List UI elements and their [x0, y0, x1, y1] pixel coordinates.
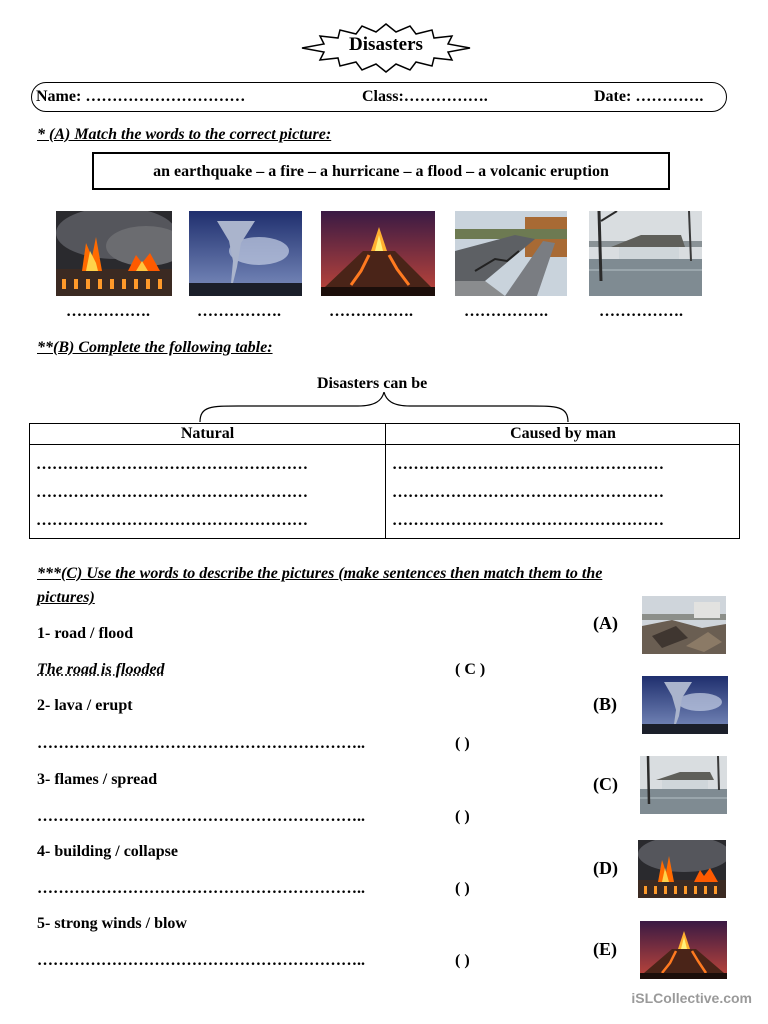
table-cell[interactable]: …………………………………………… [36, 484, 308, 501]
option-d-label: (D) [593, 858, 618, 878]
section-c-heading-line1: ***(C) Use the words to describe the pictures (make sentences then match them to the [37, 565, 603, 582]
picture-4-blank[interactable]: ……………. [464, 303, 548, 320]
title-starburst [300, 22, 472, 74]
table-cell[interactable]: …………………………………………… [392, 456, 664, 473]
question-3-answer[interactable]: …………………………………………………….. [37, 808, 365, 825]
section-c-heading-line2: pictures) [37, 589, 95, 606]
question-2-prompt: 2- lava / erupt [37, 697, 133, 714]
building-fire-photo [56, 211, 172, 296]
tornado-photo [189, 211, 302, 296]
date-field[interactable]: Date: …………. [594, 88, 704, 105]
word-list-box [92, 152, 670, 190]
picture-3-blank[interactable]: ……………. [329, 303, 413, 320]
question-1-match[interactable]: ( C ) [455, 661, 486, 678]
column-header-caused-by-man: Caused by man [510, 425, 616, 442]
name-class-date-bar [31, 82, 727, 112]
table-cell[interactable]: …………………………………………… [392, 484, 664, 501]
flooded-house-photo [640, 756, 727, 814]
question-4-answer[interactable]: …………………………………………………….. [37, 880, 365, 897]
curly-brace-icon [198, 392, 570, 424]
question-1-answer[interactable]: The road is flooded [37, 661, 165, 678]
question-5-prompt: 5- strong winds / blow [37, 915, 187, 932]
question-4-match[interactable]: ( ) [455, 880, 470, 897]
question-2-answer[interactable]: …………………………………………………….. [37, 735, 365, 752]
watermark-footer: iSLCollective.com [631, 990, 752, 1006]
question-3-prompt: 3- flames / spread [37, 771, 158, 788]
question-5-answer[interactable]: …………………………………………………….. [37, 952, 365, 969]
question-5-match[interactable]: ( ) [455, 952, 470, 969]
option-b-label: (B) [593, 694, 617, 714]
flooded-house-photo [589, 211, 702, 296]
question-4-prompt: 4- building / collapse [37, 843, 178, 860]
building-fire-photo [638, 840, 726, 898]
question-2-match[interactable]: ( ) [455, 735, 470, 752]
picture-1-blank[interactable]: ……………. [66, 303, 150, 320]
picture-5-blank[interactable]: ……………. [599, 303, 683, 320]
section-b-heading: **(B) Complete the following table: [37, 339, 273, 356]
table-cell[interactable]: …………………………………………… [392, 512, 664, 529]
question-1-prompt: 1- road / flood [37, 625, 134, 642]
table-cell[interactable]: …………………………………………… [36, 512, 308, 529]
option-c-label: (C) [593, 774, 618, 794]
volcano-photo [640, 921, 727, 979]
natural-vs-man-table [29, 423, 740, 539]
option-a-label: (A) [593, 613, 618, 633]
volcano-photo [321, 211, 435, 296]
earthquake-debris-photo [642, 596, 726, 654]
tornado-photo [642, 676, 728, 734]
brace-label: Disasters can be [317, 375, 428, 392]
word-list: an earthquake – a fire – a hurricane – a flood – a volcanic eruption [153, 163, 609, 180]
section-a-heading: * (A) Match the words to the correct picture: [37, 126, 332, 143]
table-cell[interactable]: …………………………………………… [36, 456, 308, 473]
option-e-label: (E) [593, 939, 617, 959]
name-field[interactable]: Name: ………………………… [36, 88, 246, 105]
class-field[interactable]: Class:……………. [362, 88, 488, 105]
page-title: Disasters [349, 34, 423, 55]
question-3-match[interactable]: ( ) [455, 808, 470, 825]
column-header-natural: Natural [180, 425, 235, 442]
picture-2-blank[interactable]: ……………. [197, 303, 281, 320]
earthquake-road-photo [455, 211, 567, 296]
